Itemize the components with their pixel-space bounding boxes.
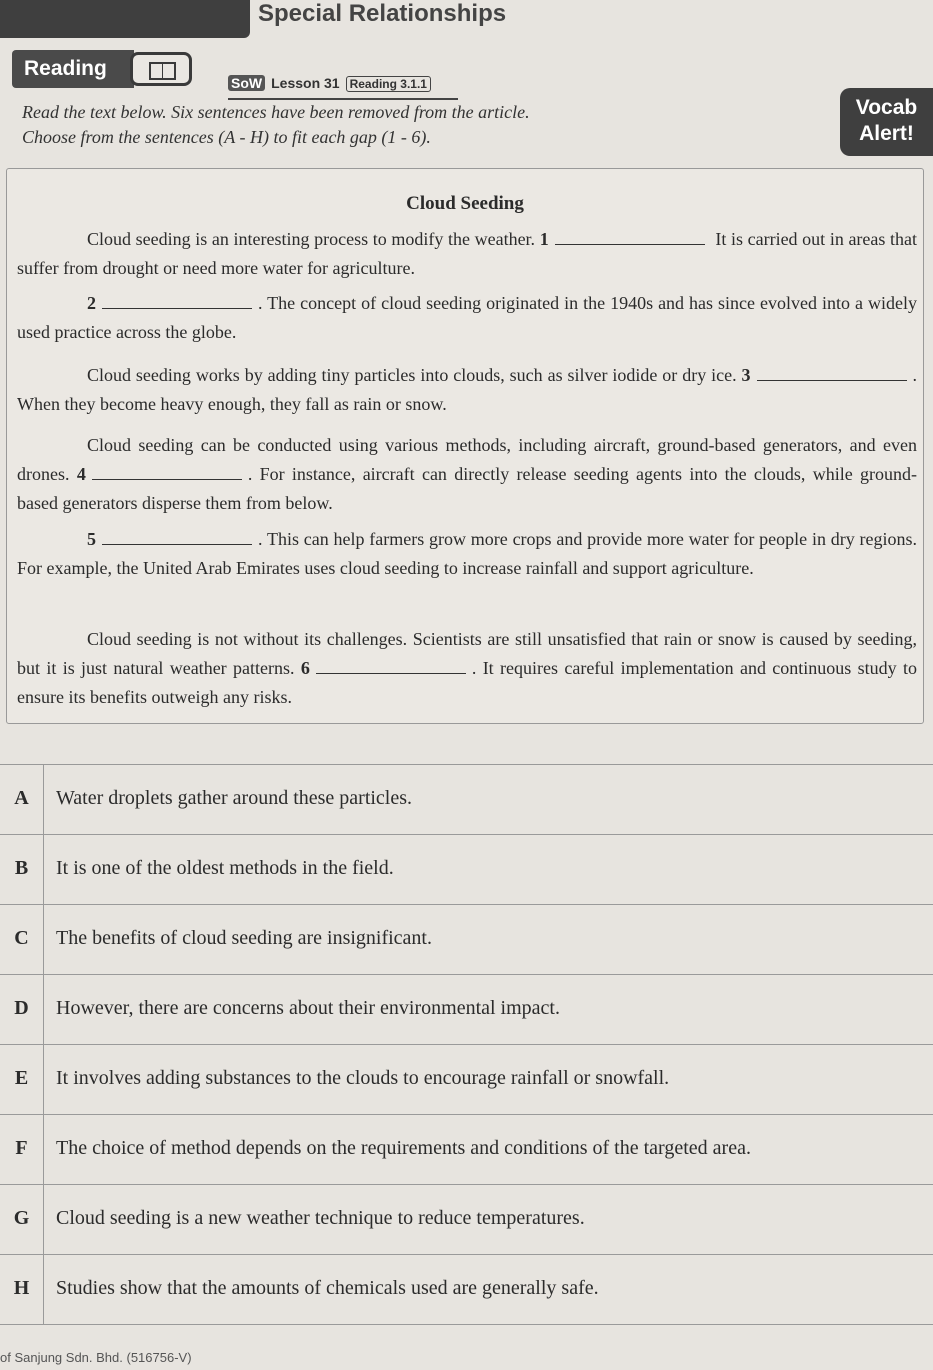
option-text: Cloud seeding is a new weather technique to reduce temperatures. [56, 1207, 585, 1229]
paragraph-text: Cloud seeding is an interesting process to modify the weather. [87, 229, 536, 249]
paragraph-text: . The concept of cloud seeding originated in the 1940s and has since evolved into a widely used practice across the globe. [17, 293, 917, 342]
options-table [0, 764, 933, 1325]
gap-number: 5 [87, 529, 96, 549]
paragraph-3 [17, 361, 917, 419]
paragraph-1 [17, 225, 917, 283]
instructions-line2: Choose from the sentences (A - H) to fit each gap (1 - 6). [22, 127, 431, 147]
paragraph-text: Cloud seeding can be conducted using various methods, including aircraft, ground-based generators, and even drones. [17, 435, 917, 484]
paragraph-text: . It requires careful implementation and continuous study to ensure its benefits outweigh any risks. [17, 658, 917, 707]
option-text: Studies show that the amounts of chemicals used are generally safe. [56, 1277, 599, 1299]
paragraph-text: . For instance, aircraft can directly release seeding agents into the clouds, while ground-based generators disperse them from below. [17, 464, 918, 513]
option-letter: E [0, 1045, 44, 1114]
paragraph-text: Cloud seeding is not without its challenges. Scientists are still unsatisfied that rain or snow is caused by seeding, but it is just natural weather patterns. [17, 629, 917, 678]
option-row[interactable] [0, 905, 933, 975]
option-row[interactable] [0, 975, 933, 1045]
option-letter: C [0, 905, 44, 974]
paragraph-text: Cloud seeding works by adding tiny particles into clouds, such as silver iodide or dry ice. [87, 365, 737, 385]
instructions [22, 100, 642, 150]
option-text: It is one of the oldest methods in the field. [56, 857, 394, 879]
article-title: Cloud Seeding [406, 193, 524, 214]
option-text: However, there are concerns about their environmental impact. [56, 997, 560, 1019]
vocab-alert-line1: Vocab [855, 96, 918, 119]
gap-blank-2[interactable] [102, 290, 252, 309]
option-letter: D [0, 975, 44, 1044]
gap-blank-1[interactable] [555, 226, 705, 245]
paragraph-text: . This can help farmers grow more crops and provide more water for people in dry regions. For example, the United Arab Emirates uses cloud seeding to increase rainfall and support agriculture. [17, 529, 917, 578]
option-row[interactable] [0, 765, 933, 835]
paragraph-text: . When they become heavy enough, they fall as rain or snow. [17, 365, 918, 414]
option-row[interactable] [0, 835, 933, 905]
vocab-alert-line2: Alert! [859, 122, 914, 145]
paragraph-4 [17, 431, 917, 518]
option-row[interactable] [0, 1115, 933, 1185]
gap-number: 2 [87, 293, 96, 313]
option-text: The benefits of cloud seeding are insignificant. [56, 927, 432, 949]
section-label: Reading [12, 50, 134, 88]
paragraph-6 [17, 625, 917, 712]
option-text: It involves adding substances to the clouds to encourage rainfall or snowfall. [56, 1067, 670, 1089]
option-text: Water droplets gather around these particles. [56, 787, 413, 809]
gap-blank-5[interactable] [102, 526, 252, 545]
sow-badge: SoW [228, 75, 265, 91]
paragraph-text: It is carried out in areas that suffer from drought or need more water for agriculture. [17, 229, 918, 278]
option-row[interactable] [0, 1045, 933, 1115]
gap-blank-6[interactable] [316, 655, 466, 674]
option-text: The choice of method depends on the requirements and conditions of the targeted area. [56, 1137, 751, 1159]
option-row[interactable] [0, 1185, 933, 1255]
standard-code: Reading 3.1.1 [346, 76, 431, 92]
unit-banner [0, 0, 250, 38]
gap-number: 6 [300, 658, 310, 678]
publisher-footer: of Sanjung Sdn. Bhd. (516756-V) [0, 1350, 192, 1365]
book-icon [130, 52, 192, 86]
lesson-reference [228, 75, 458, 100]
lesson-number: Lesson 31 [271, 75, 340, 91]
option-letter: F [0, 1115, 44, 1184]
option-letter: A [0, 765, 44, 834]
article-box [6, 168, 924, 724]
option-letter: H [0, 1255, 44, 1324]
gap-blank-4[interactable] [92, 461, 242, 480]
gap-blank-3[interactable] [757, 362, 907, 381]
vocab-alert-badge [840, 88, 933, 156]
option-letter: B [0, 835, 44, 904]
paragraph-5 [17, 525, 917, 583]
paragraph-2 [17, 289, 917, 347]
option-letter: G [0, 1185, 44, 1254]
gap-number: 4 [76, 464, 86, 484]
instructions-line1: Read the text below. Six sentences have been removed from the article. [22, 102, 530, 122]
gap-number: 3 [741, 365, 751, 385]
gap-number: 1 [539, 229, 549, 249]
option-row[interactable] [0, 1255, 933, 1325]
unit-title: Special Relationships [258, 0, 507, 27]
